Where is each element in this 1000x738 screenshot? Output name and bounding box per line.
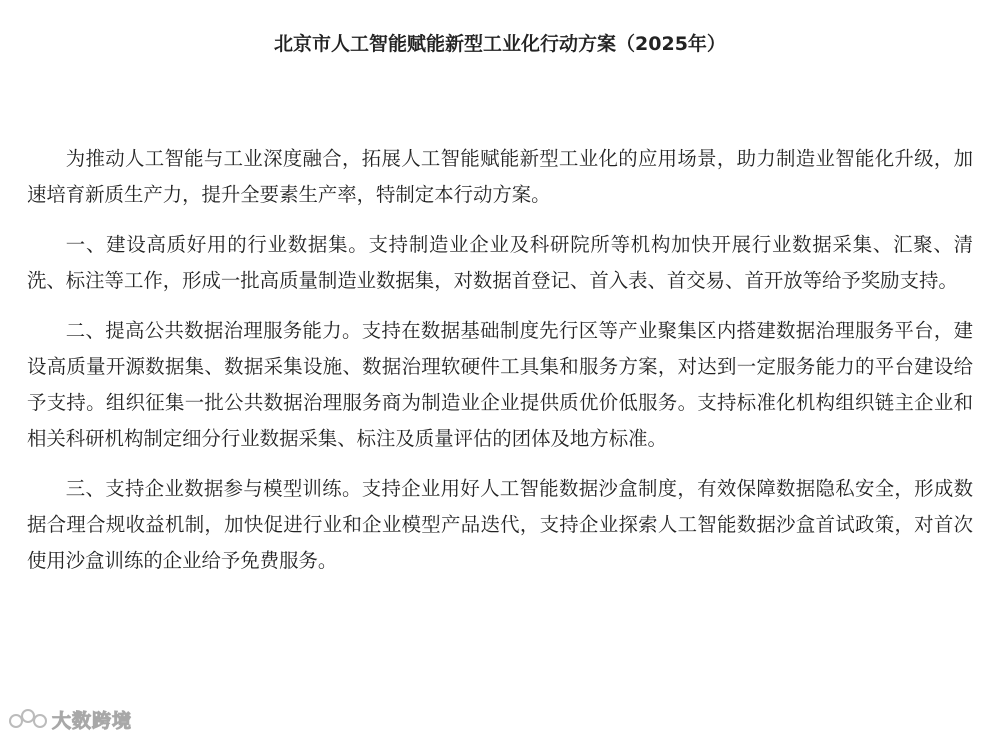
paragraph-section-2: 二、提高公共数据治理服务能力。支持在数据基础制度先行区等产业聚集区内搭建数据治理服务平台，建设高质量开源数据集、数据采集设施、数据治理软硬件工具集和服务方案，对达到一定服务能力的平台建设给予支持。组织征集一批公共数据治理服务商为制造业企业提供质优价低服务。支持标准化机构组织链主企业和相关科研机构制定细分行业数据采集、标注及质量评估的团体及地方标准。 xyxy=(27,319,973,450)
watermark xyxy=(8,706,132,732)
document-title: 北京市人工智能赋能新型工业化行动方案（2025年） xyxy=(274,33,726,55)
paragraph-intro: 为推动人工智能与工业深度融合，拓展人工智能赋能新型工业化的应用场景，助力制造业智能化升级，加速培育新质生产力，提升全要素生产率，特制定本行动方案。 xyxy=(27,147,973,206)
paragraph-section-1: 一、建设高质好用的行业数据集。支持制造业企业及科研院所等机构加快开展行业数据采集、汇聚、清洗、标注等工作，形成一批高质量制造业数据集，对数据首登记、首入表、首交易、首开放等给予奖励支持。 xyxy=(27,233,973,292)
document-body xyxy=(27,141,973,593)
watermark-logo-icon xyxy=(8,707,48,731)
paragraph-section-3: 三、支持企业数据参与模型训练。支持企业用好人工智能数据沙盒制度，有效保障数据隐私安全，形成数据合理合规收益机制，加快促进行业和企业模型产品迭代，支持企业探索人工智能数据沙盒首试政策，对首次使用沙盒训练的企业给予免费服务。 xyxy=(27,477,973,572)
watermark-text: 大数跨境 xyxy=(52,709,133,732)
